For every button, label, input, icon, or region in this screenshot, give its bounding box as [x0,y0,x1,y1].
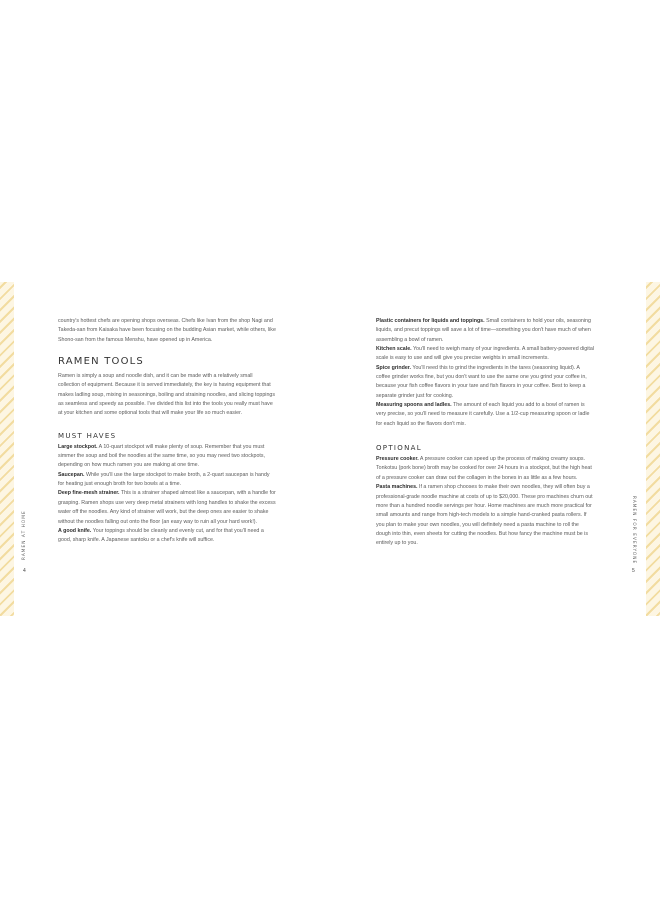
tools-paragraph: Ramen is simply a soup and noodle dish, and it can be made with a relatively small collection of equipment. Because it is served immediately, the key is having equipment that makes ladling soup, mixing in seasonings, boiling and straining noodles, and slicing toppings as seamless and speedy as possible. I've divided this list into the tools you really must have at your kitchen and some optional tools that will make your life so much easier. [58,373,276,417]
running-head-right: RAMEN FOR EVERYONE [632,496,637,565]
tool-desc: Your toppings should be cleanly and evenly cut, and for that you'll need a good, sharp knife. A Japanese santoku or a chef's knife will suffice. [58,527,264,544]
right-page-column [376,317,594,549]
tool-item [376,364,594,401]
tool-desc: You'll need to weigh many of your ingredients. A small battery-powered digital scale is easy to use and will give you precise weights in small increments. [376,346,595,362]
must-haves-heading: MUST HAVES [58,431,117,440]
optional-heading: OPTIONAL [376,444,422,453]
tool-term: Measuring spoons and ladles. [376,402,452,409]
left-page-column [58,317,276,546]
section-heading: RAMEN TOOLS [58,356,144,368]
tool-term: Plastic containers for liquids and toppings. [376,318,485,324]
tool-item [58,471,276,490]
tool-item [376,455,594,483]
tool-desc: While you'll use the large stockpot to make broth, a 2-quart saucepan is handy for heating just enough broth for two bowls at a time. [58,471,270,488]
tool-item [376,317,594,345]
running-head-left: RAMEN AT HOME [21,510,26,560]
tool-desc: A 10-quart stockpot will make plenty of soup. Remember that you must simmer the soup and boil the noodles at the same time, so you may need two stockpots, depending on how much ramen you are making at one time. [58,443,265,469]
tool-term: Kitchen scale. [376,346,412,353]
tool-desc: If a ramen shop chooses to make their own noodles, they will often buy a professional-grade noodle machine at costs of up to $20,000. These pro machines churn out more than a hundred noodle servings per hour. Home machines are much more practical for small amounts and range from high-tech models to a simple hand-cranked pasta rollers. If you plan to make your own noodles, you will definitely need a pasta machine to roll the dough into thin, even sheets for cutting the noodles. But how fancy the machine must be is entirely up to you. [376,484,593,547]
tool-desc: You'll need this to grind the ingredients in the tares (seasoning liquid). A coffee grinder works fine, but you don't want to use the same one you grind your coffee in, because your fish coffee flavors in your tare and fish flavors in your coffee. Best to keep a separate grinder just for cooking. [376,364,587,399]
tool-term: Pressure cooker. [376,456,419,463]
tool-item [58,527,276,546]
tool-desc: Small containers to hold your oils, seasoning liquids, and precut toppings will save a lot of time—something you don't have much of when assembling a bowl of ramen. [376,318,591,343]
tool-item [58,443,276,471]
chevron-border-right [646,282,660,616]
tool-item [58,489,276,526]
tool-item [376,345,594,364]
intro-paragraph: country's hottest chefs are opening shops overseas. Chefs like Ivan from the shop Nagi and Takeda-san from Kaisaka have been focusing on the budding Asian market, while others, like Shono-san from the famous Menshu, have opened up in America. [58,318,276,343]
tool-term: Spice grinder. [376,364,412,371]
tool-desc: This is a strainer shaped almost like a saucepan, with a handle for grasping. Ramen shops use very deep metal strainers with long handles to shake the excess water off the noodles. Any kind of strainer will work, but the deep ones are easier to shake without the noodles falling out onto the floor (an easy way to ruin all your hard work!). [58,490,276,525]
page-number-left: 4 [23,568,26,574]
tool-desc: A pressure cooker can speed up the process of making creamy soups. Tonkotsu (pork bone) broth may be cooked for over 24 hours in a stockpot, but the high heat of a pressure cooker can draw out the collagen in the bones in as little as a few hours. [376,456,592,481]
page-number-right: 5 [632,568,635,574]
tool-term: Deep fine-mesh strainer. [58,490,120,497]
tool-item [376,483,594,548]
tool-term: Large stockpot. [58,443,98,450]
tool-term: A good knife. [58,527,92,534]
tool-item [376,401,594,429]
tool-desc: The amount of each liquid you add to a bowl of ramen is very precise, so you'll need to measure it carefully. Use a 1/2-cup measuring spoon or ladle for each liquid so the flavors don't mix. [376,402,590,427]
tool-term: Pasta machines. [376,484,418,491]
chevron-border-left [0,282,14,616]
tool-term: Saucepan. [58,471,85,478]
